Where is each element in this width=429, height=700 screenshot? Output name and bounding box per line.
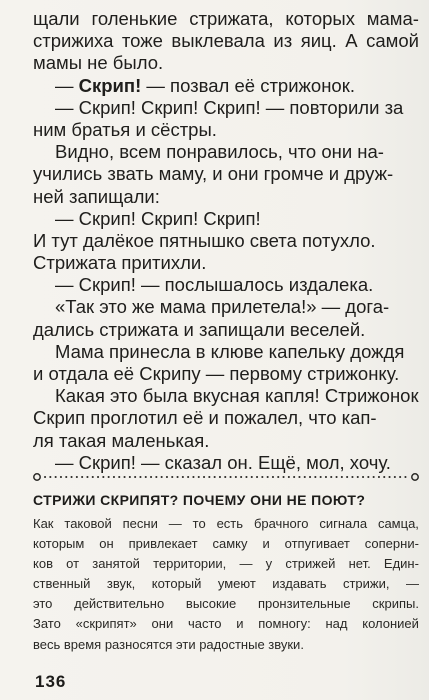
word: брачного xyxy=(253,516,309,531)
word: — xyxy=(239,556,253,572)
bold-word: Скрип! xyxy=(78,74,142,96)
story-line: мамы не было. xyxy=(33,52,164,74)
word: и xyxy=(262,536,270,552)
word: от xyxy=(66,556,80,572)
story-line: учились звать маму, и они громче и друж- xyxy=(33,163,394,185)
word: мама- xyxy=(366,8,419,29)
word: действительно xyxy=(74,596,165,612)
story-line: Какая это была вкусная капля! Стрижонок xyxy=(55,385,419,407)
word: яиц. xyxy=(300,30,337,52)
word: самой xyxy=(366,30,419,52)
word: — xyxy=(168,516,182,531)
divider-graphic xyxy=(33,470,419,484)
word: территории, xyxy=(153,556,227,572)
story-line: Стрижата притихли. xyxy=(33,252,207,274)
story-line: «Так это же мама прилетела!» — дога- xyxy=(55,296,390,318)
word: колонией xyxy=(362,616,419,632)
word: которым xyxy=(33,536,85,552)
story-line: ней запищали: xyxy=(33,185,160,207)
word: они xyxy=(151,616,174,632)
word: тоже xyxy=(121,30,163,52)
story-line: — Скрип! Скрип! Скрип! — повторили за xyxy=(55,96,404,118)
word: это xyxy=(33,596,53,612)
info-line: весь время разносятся эти радостные звуки. xyxy=(33,636,304,652)
word: привлекает xyxy=(128,536,198,552)
story-line: Мама принесла в клюве капельку дождя xyxy=(55,340,405,362)
word: то xyxy=(192,516,206,531)
word: которых xyxy=(285,8,355,29)
dotted-divider xyxy=(33,470,419,484)
story-line: дались стрижата и запищали веселей. xyxy=(33,318,366,340)
word: помногу: xyxy=(258,616,311,632)
story-line: Видно, всем понравилось, что они на- xyxy=(55,141,384,163)
story-line: и отдала её Скрипу — первому стрижонку. xyxy=(33,363,400,384)
story-line: ля такая маленькая. xyxy=(33,429,210,451)
page-number: 136 xyxy=(35,672,67,691)
word: самку xyxy=(212,536,248,552)
word: стрижи, xyxy=(342,576,390,592)
word: сигнала xyxy=(319,516,368,531)
word: Зато xyxy=(33,616,61,632)
word: умеют xyxy=(217,576,256,592)
word: ков xyxy=(33,556,53,572)
story-line: — Скрип! — сказал он. Ещё, мол, хочу. xyxy=(55,451,391,473)
word: звук, xyxy=(106,576,136,592)
word: он xyxy=(99,536,114,552)
word: пронзительные xyxy=(257,596,351,612)
word: Как xyxy=(33,516,54,531)
word: выклевала xyxy=(171,30,265,52)
word: таковой xyxy=(64,516,112,531)
word: самца, xyxy=(377,516,419,531)
word: голенькие xyxy=(91,8,178,29)
info-line xyxy=(33,514,419,534)
word: занятой xyxy=(92,556,140,572)
word: есть xyxy=(216,516,244,531)
word: у xyxy=(265,556,273,572)
word: и xyxy=(236,616,244,632)
word: который xyxy=(151,576,202,592)
info-heading: СТРИЖИ СКРИПЯТ? ПОЧЕМУ ОНИ НЕ ПОЮТ? xyxy=(33,492,366,508)
word: щали xyxy=(33,8,80,29)
story-line: И тут далёкое пятнышко света потухло. xyxy=(33,229,376,251)
word: стрижиха xyxy=(33,30,114,52)
story-text xyxy=(33,8,419,474)
info-text xyxy=(33,514,419,655)
info-line xyxy=(33,594,419,614)
story-line: — Скрип! Скрип! Скрип! xyxy=(55,207,261,229)
story-line xyxy=(33,8,419,30)
word: песни xyxy=(122,516,158,531)
word: нет. xyxy=(348,556,371,572)
word: соперни- xyxy=(364,536,419,552)
word: отпугивает xyxy=(284,536,350,552)
story-line xyxy=(33,30,419,52)
word: стрижей xyxy=(285,556,336,572)
word: стрижата, xyxy=(189,8,274,29)
story-line: — Скрип! — позвал её стрижонок. xyxy=(55,74,355,96)
word: — xyxy=(405,576,419,592)
word: издавать xyxy=(272,576,327,592)
story-line: ним братья и сёстры. xyxy=(33,118,217,140)
story-line: Скрип проглотил её и пожалел, что кап- xyxy=(33,407,377,429)
info-line xyxy=(33,614,419,634)
story-line: — Скрип! — послышалось издалека. xyxy=(55,274,374,296)
word: над xyxy=(325,616,348,632)
word: «скрипят» xyxy=(75,616,137,632)
word: часто xyxy=(187,616,222,632)
info-line xyxy=(33,554,419,574)
info-line xyxy=(33,534,419,554)
word: высокие xyxy=(185,596,237,612)
info-line xyxy=(33,574,419,594)
word: ственный xyxy=(33,576,91,592)
word: скрипы. xyxy=(372,596,419,612)
word: Един- xyxy=(383,556,419,572)
word: из xyxy=(273,30,293,52)
word: А xyxy=(345,30,358,52)
